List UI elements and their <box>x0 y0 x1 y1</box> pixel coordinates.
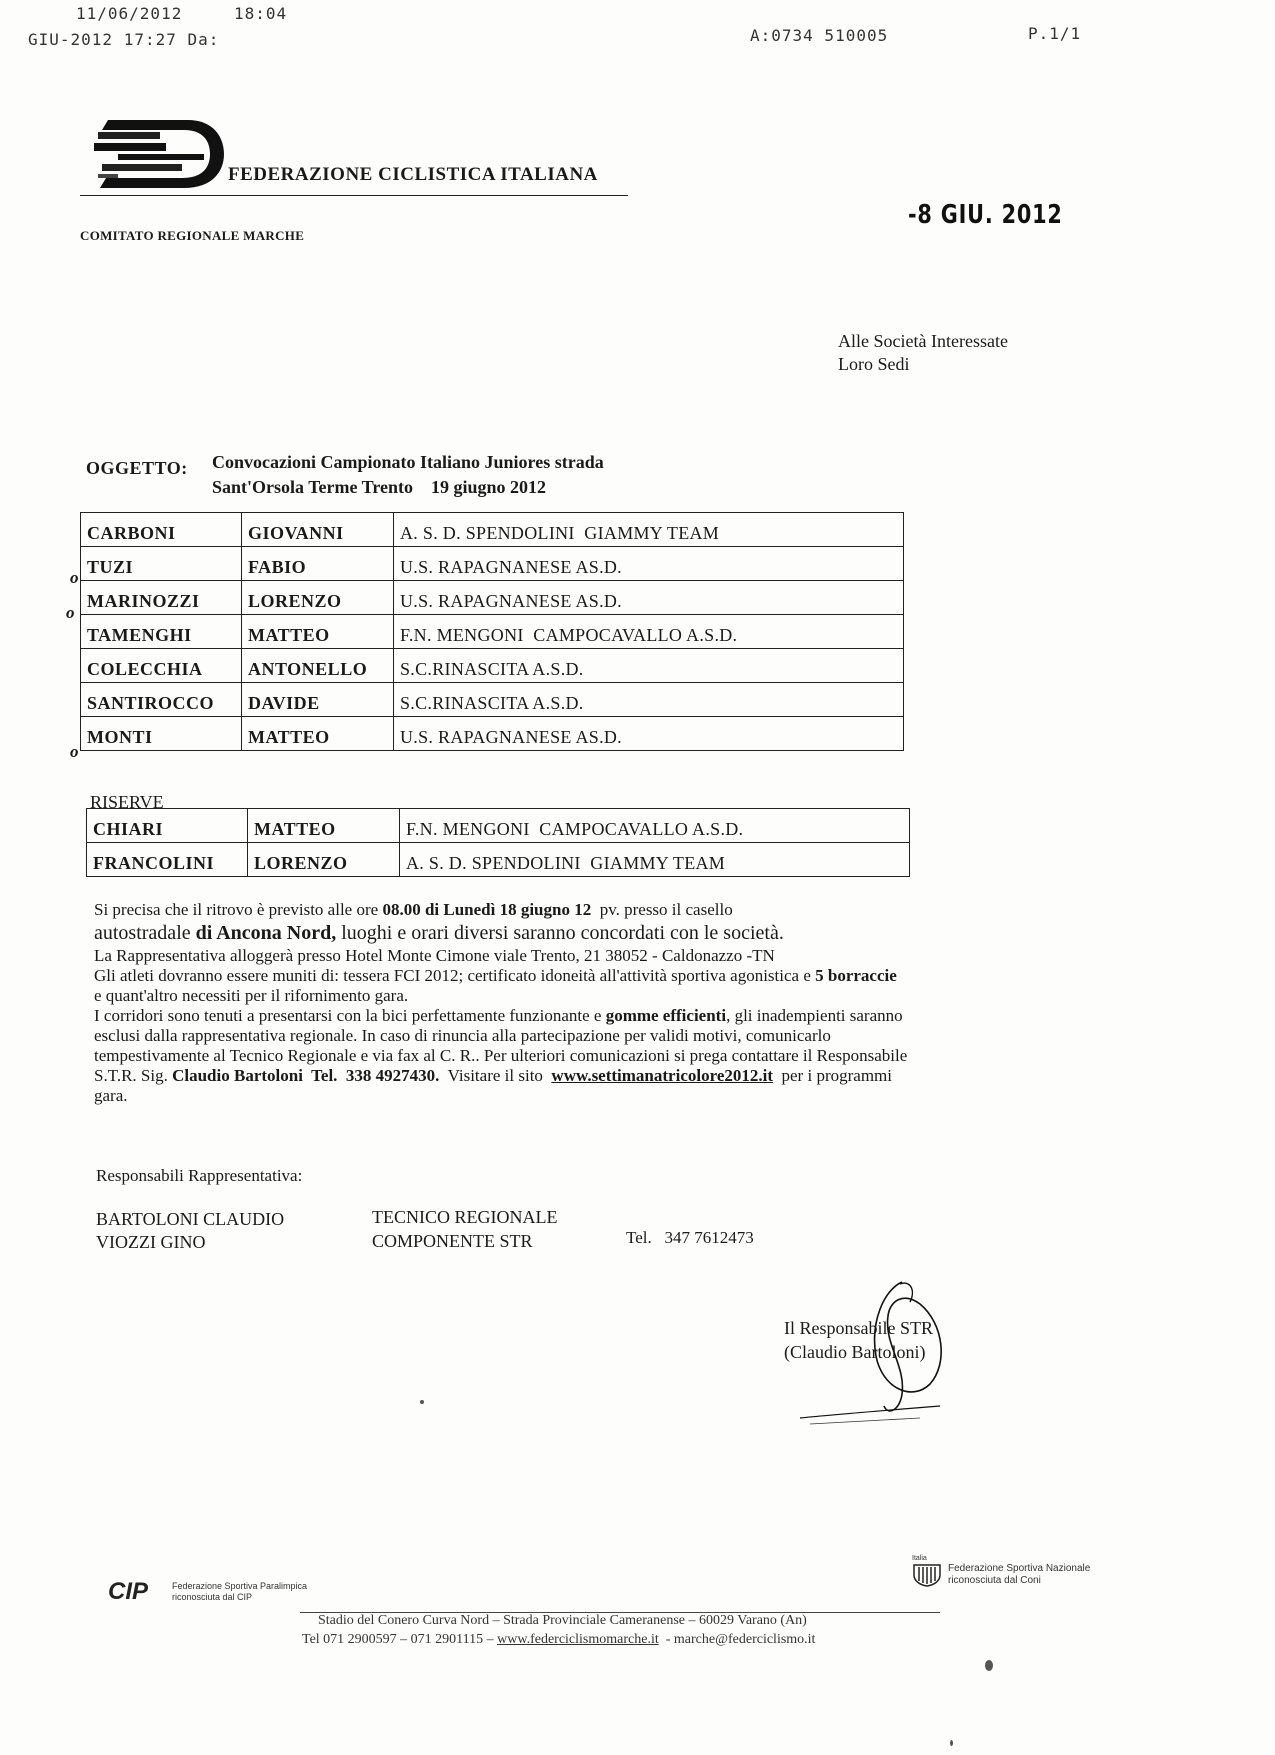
scan-speck <box>985 1660 993 1671</box>
athlete-name: MATTEO <box>242 717 394 751</box>
body-text: luoghi e orari diversi saranno concordati con le società. <box>336 922 784 944</box>
body-text: I corridori sono tenuti a presentarsi con la bici perfettamente funzionante e <box>94 1006 606 1025</box>
reserves-table <box>86 808 910 877</box>
body-text: , gli inadempienti saranno <box>726 1006 903 1025</box>
contact-phone: Claudio Bartoloni Tel. 338 4927430. <box>172 1066 440 1085</box>
table-row <box>81 581 904 615</box>
table-row <box>87 809 910 843</box>
athlete-team: S.C.RINASCITA A.S.D. <box>394 649 904 683</box>
athlete-surname: SANTIROCCO <box>81 683 242 717</box>
athlete-surname: TAMENGHI <box>81 615 242 649</box>
body-emphasis: 5 borraccie <box>815 966 897 985</box>
footer-contacts <box>302 1632 815 1648</box>
federation-name: FEDERAZIONE CICLISTICA ITALIANA <box>228 164 598 185</box>
responsabile-role: TECNICO REGIONALE <box>372 1207 558 1227</box>
body-line <box>94 920 1124 946</box>
body-line: e quant'altro necessiti per il rifornimento gara. <box>94 986 409 1005</box>
body-text: S.T.R. Sig. <box>94 1066 173 1085</box>
table-row <box>81 547 904 581</box>
athlete-surname: MARINOZZI <box>81 581 242 615</box>
responsabile-role: COMPONENTE STR <box>372 1231 533 1251</box>
body-text: Gli atleti dovranno essere muniti di: tessera FCI 2012; certificato idoneità all'attività sportiva agonistica e <box>94 966 816 985</box>
fax-header-time: 18:04 <box>234 4 288 23</box>
cip-caption-line: riconosciuta dal CIP <box>172 1592 253 1602</box>
signature-name: (Claudio Bartoloni) <box>784 1342 926 1362</box>
athlete-surname: MONTI <box>81 717 242 751</box>
table-row <box>81 513 904 547</box>
cip-logo-icon: CIP <box>108 1578 149 1605</box>
responsabili-roles <box>372 1205 557 1253</box>
cip-caption-line: Federazione Sportiva Paralimpica <box>172 1581 308 1591</box>
athlete-team: U.S. RAPAGNANESE AS.D. <box>394 581 904 615</box>
body-line <box>94 1006 1124 1026</box>
athlete-team: U.S. RAPAGNANESE AS.D. <box>394 717 904 751</box>
athlete-surname: FRANCOLINI <box>87 843 248 877</box>
body-text: per i programmi <box>773 1066 892 1085</box>
athlete-team: A. S. D. SPENDOLINI GIAMMY TEAM <box>400 843 910 877</box>
table-row <box>81 683 904 717</box>
scan-speck <box>950 1740 953 1746</box>
body-text: autostradale <box>94 922 196 944</box>
handwritten-mark: o <box>66 603 75 622</box>
fax-header-page: P.1/1 <box>1028 24 1082 43</box>
footer-email: - marche@federciclismo.it <box>658 1632 816 1647</box>
committee-name: COMITATO REGIONALE MARCHE <box>80 228 305 243</box>
body-line: esclusi dalla rappresentativa regionale. In caso di rinuncia alla partecipazione per validi motivi, comunicarlo <box>94 1026 831 1045</box>
letterhead-divider <box>80 195 628 196</box>
athlete-name: LORENZO <box>248 843 400 877</box>
athlete-surname: TUZI <box>81 547 242 581</box>
athlete-name: MATTEO <box>248 809 400 843</box>
athlete-name: LORENZO <box>242 581 394 615</box>
body-text: Si precisa che il ritrovo è previsto alle ore <box>94 900 383 919</box>
fci-logo-icon <box>92 118 227 190</box>
subject-line2: Sant'Orsola Terme Trento 19 giugno 2012 <box>212 477 547 497</box>
scan-speck <box>420 1400 424 1404</box>
responsabile-name: BARTOLONI CLAUDIO <box>96 1209 285 1229</box>
subject-text <box>212 450 604 500</box>
fax-header-date: 11/06/2012 <box>76 4 183 23</box>
body-emphasis: gomme efficienti <box>605 1006 727 1025</box>
addressee-line2: Loro Sedi <box>838 354 910 374</box>
handwritten-mark: o <box>70 742 79 761</box>
received-date-stamp: -8 GIU. 2012 <box>908 200 1063 230</box>
body-line: gara. <box>94 1086 128 1105</box>
coni-logo-caption: Italia <box>912 1555 927 1562</box>
table-row <box>81 615 904 649</box>
letter-body <box>94 900 1124 1106</box>
athlete-name: FABIO <box>242 547 394 581</box>
subject-line1: Convocazioni Campionato Italiano Juniores strada <box>212 452 604 472</box>
handwritten-mark: o <box>70 568 79 587</box>
table-row <box>87 843 910 877</box>
signature-block <box>784 1316 933 1364</box>
coni-caption-line: riconosciuta dal Coni <box>948 1575 1041 1586</box>
athlete-team: U.S. RAPAGNANESE AS.D. <box>394 547 904 581</box>
athlete-name: GIOVANNI <box>242 513 394 547</box>
table-row <box>81 649 904 683</box>
fax-header-line2: GIU-2012 17:27 Da: <box>28 30 220 49</box>
body-line <box>94 900 1124 920</box>
body-line <box>94 966 1124 986</box>
footer-website-link[interactable]: www.federciclismomarche.it <box>497 1632 659 1647</box>
body-line: tempestivamente al Tecnico Regionale e via fax al C. R.. Per ulteriori comunicazioni si prega contattare il Responsabile <box>94 1046 908 1065</box>
body-emphasis: di Ancona Nord, <box>195 922 337 944</box>
subject-label: OGGETTO: <box>86 458 188 478</box>
responsabili-label: Responsabili Rappresentativa: <box>96 1166 303 1185</box>
cip-caption <box>172 1581 307 1603</box>
fax-header-recipient: A:0734 510005 <box>750 26 889 45</box>
coni-caption-line: Federazione Sportiva Nazionale <box>948 1563 1091 1574</box>
athlete-name: ANTONELLO <box>242 649 394 683</box>
athlete-surname: COLECCHIA <box>81 649 242 683</box>
body-line: La Rappresentativa alloggerà presso Hotel Monte Cimone viale Trento, 21 38052 - Caldonazzo -TN <box>94 946 775 965</box>
coni-shield-icon <box>912 1563 942 1587</box>
footer-address: Stadio del Conero Curva Nord – Strada Provinciale Cameranense – 60029 Varano (An) <box>318 1613 807 1628</box>
athlete-name: DAVIDE <box>242 683 394 717</box>
athlete-team: F.N. MENGONI CAMPOCAVALLO A.S.D. <box>400 809 910 843</box>
athlete-name: MATTEO <box>242 615 394 649</box>
athlete-team: S.C.RINASCITA A.S.D. <box>394 683 904 717</box>
athlete-team: A. S. D. SPENDOLINI GIAMMY TEAM <box>394 513 904 547</box>
athletes-table <box>80 512 904 751</box>
footer-tel: Tel 071 2900597 – 071 2901115 – <box>302 1632 498 1647</box>
body-text: Visitare il sito <box>439 1066 552 1085</box>
reserves-label: RISERVE <box>90 792 164 812</box>
body-line <box>94 1066 1124 1086</box>
responsabili-tel: Tel. 347 7612473 <box>626 1228 754 1247</box>
coni-caption <box>948 1563 1090 1587</box>
responsabili-names <box>96 1208 284 1254</box>
signature-title: Il Responsabile STR <box>784 1318 933 1338</box>
athlete-team: F.N. MENGONI CAMPOCAVALLO A.S.D. <box>394 615 904 649</box>
athlete-surname: CARBONI <box>81 513 242 547</box>
body-text: pv. presso il casello <box>591 900 733 919</box>
body-emphasis: 08.00 di Lunedì 18 giugno 12 <box>382 900 592 919</box>
addressee-block <box>838 330 1008 376</box>
table-row <box>81 717 904 751</box>
athlete-surname: CHIARI <box>87 809 248 843</box>
responsabile-name: VIOZZI GINO <box>96 1232 206 1252</box>
website-link[interactable]: www.settimanatricolore2012.it <box>551 1066 774 1085</box>
addressee-line1: Alle Società Interessate <box>838 331 1008 351</box>
